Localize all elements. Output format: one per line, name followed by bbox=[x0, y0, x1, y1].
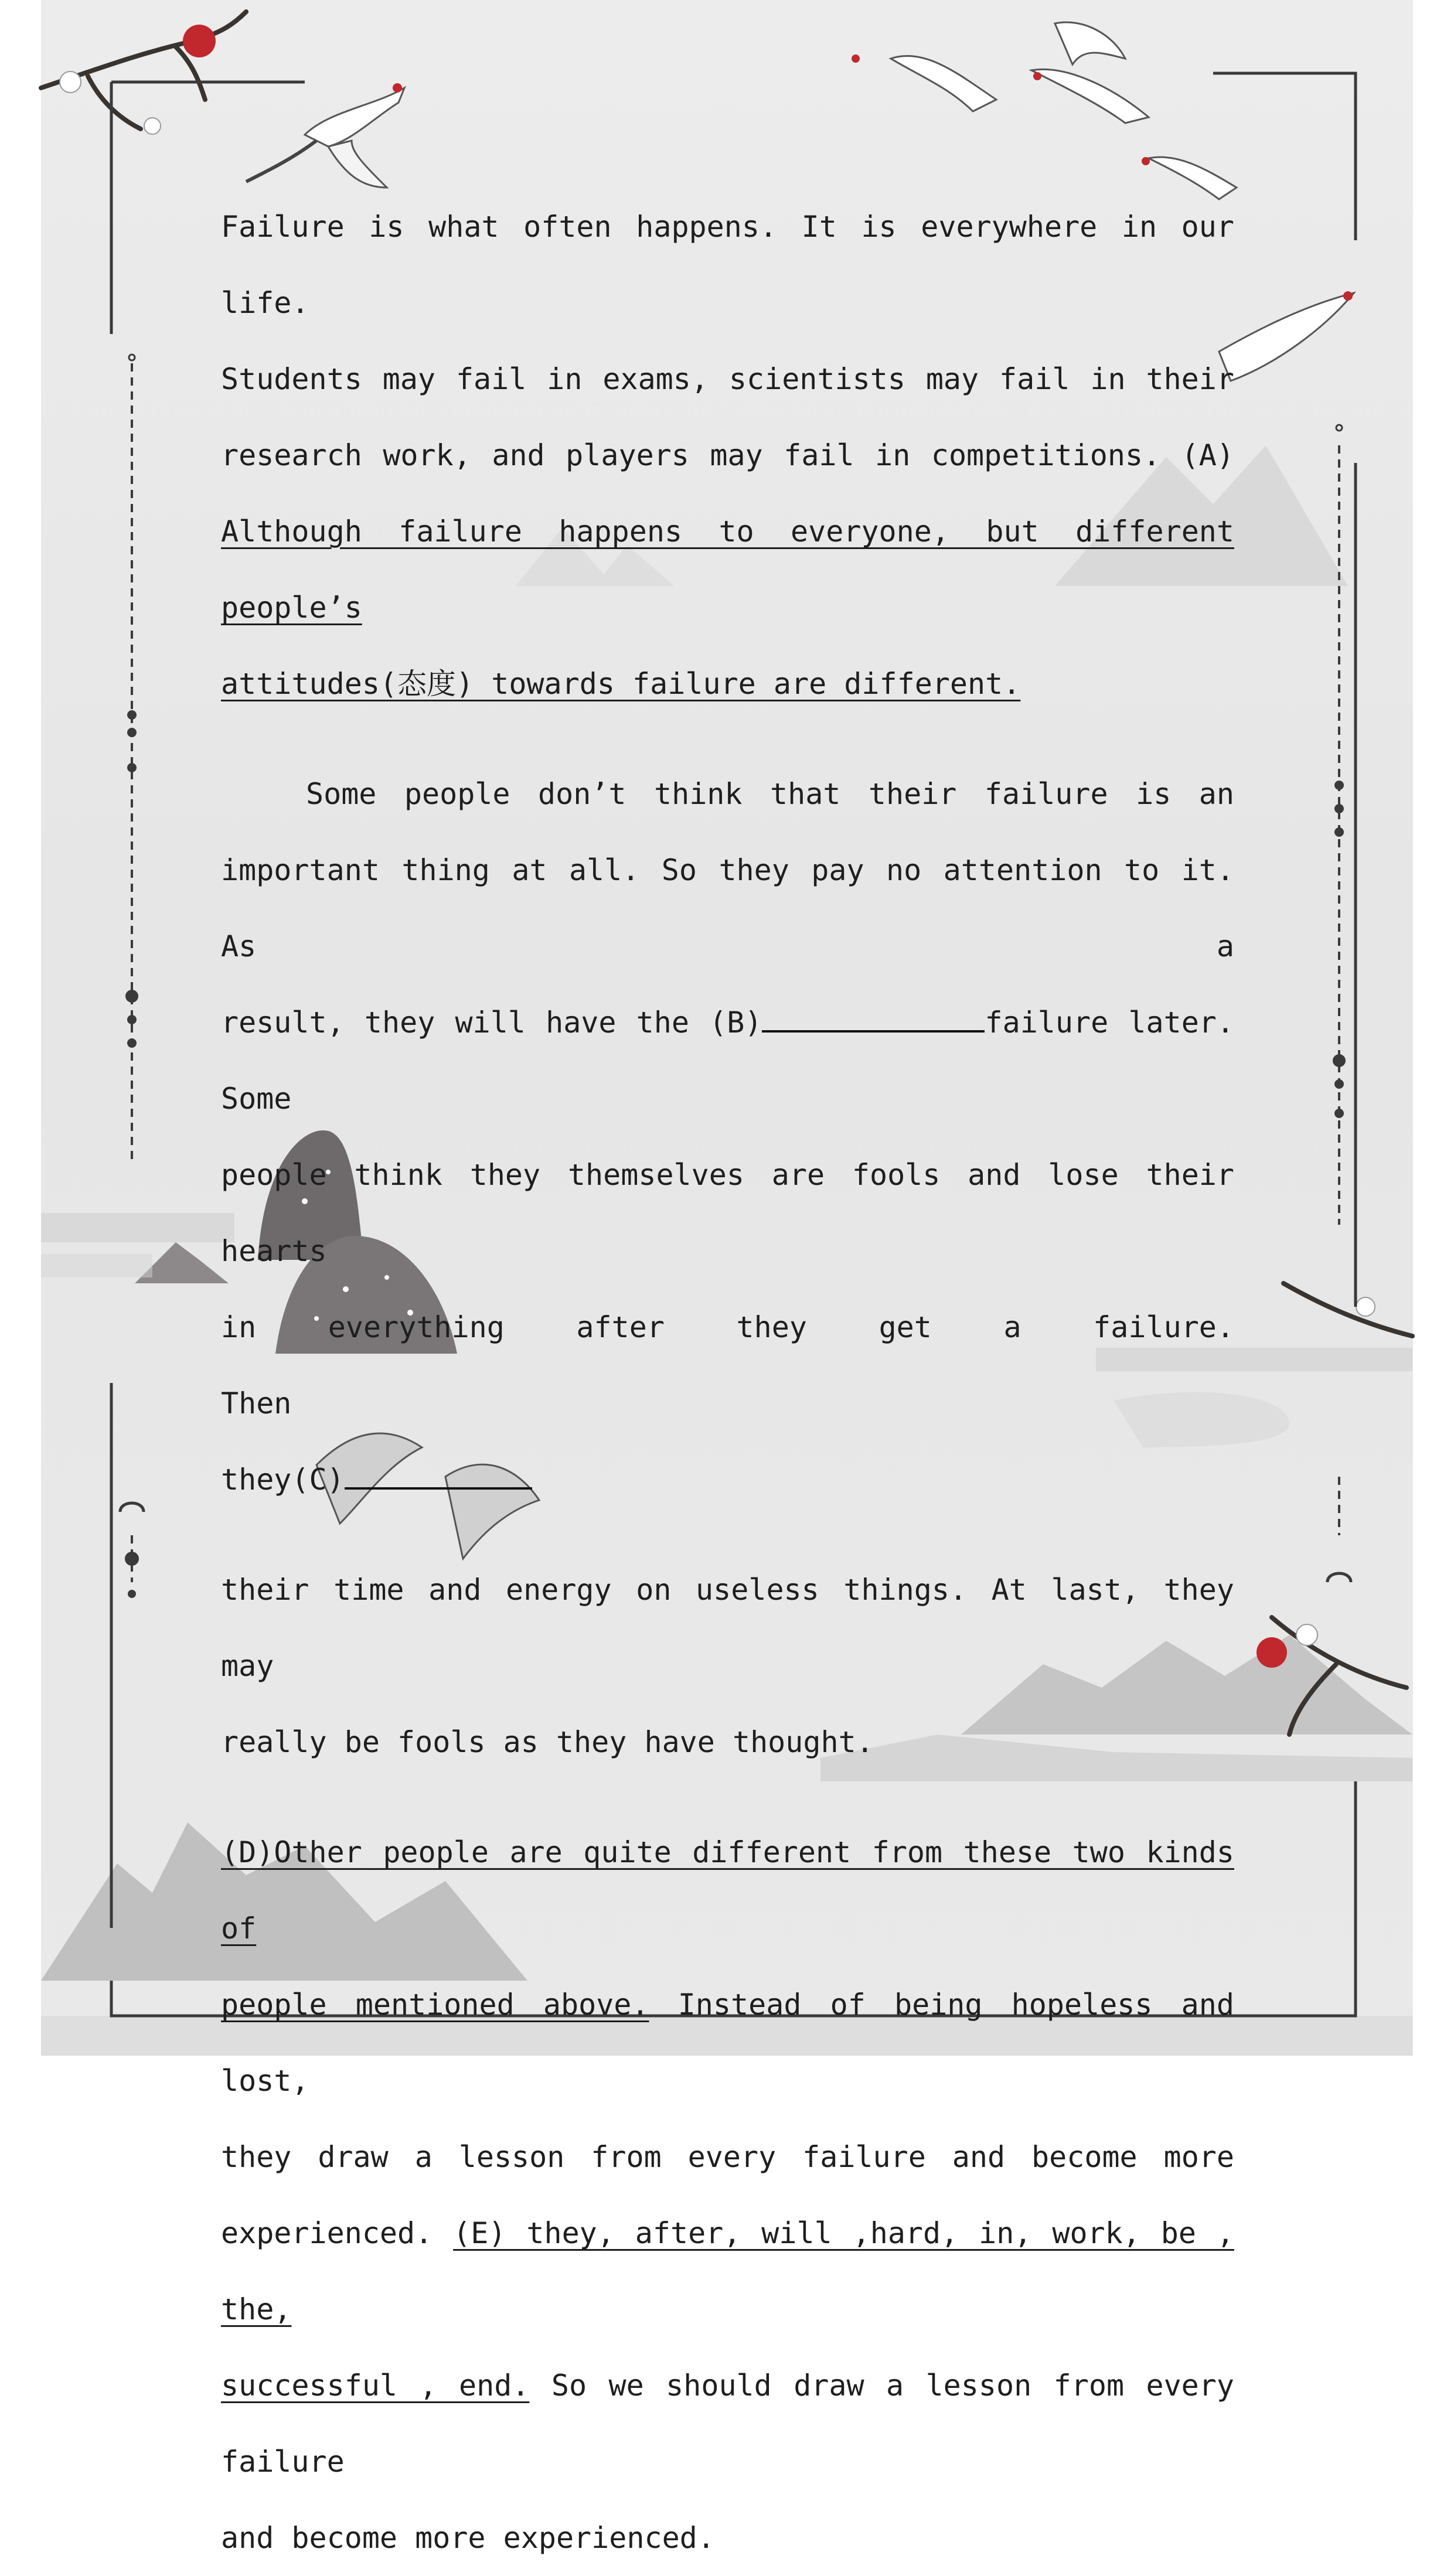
text-line bbox=[221, 2195, 1234, 2347]
text-segment: So we should draw a lesson from every failure bbox=[221, 2369, 1234, 2479]
text-line: in everything after they get a failure. Then bbox=[221, 1310, 1234, 1420]
text-line: Students may fail in exams, scientists may fail in their bbox=[221, 362, 1234, 396]
blank-b[interactable] bbox=[762, 1007, 985, 1033]
passage bbox=[221, 189, 1234, 2576]
text-segment: failure later. Some bbox=[221, 1006, 1235, 1116]
blank-c[interactable] bbox=[345, 1464, 532, 1490]
paragraph-1 bbox=[221, 189, 1234, 722]
text-segment: result, they will have the (B) bbox=[221, 1006, 762, 1040]
text-line: Failure is what often happens. It is everywhere in our life. bbox=[221, 210, 1234, 320]
underlined-sentence-a-end: attitudes(态度) towards failure are different. bbox=[221, 667, 1021, 701]
paragraph-3 bbox=[221, 1814, 1234, 2576]
paragraph-2-cont bbox=[221, 1552, 1234, 1780]
text-line: research work, and players may fail in competitions. (A) bbox=[221, 438, 1234, 472]
text-line: and become more experienced. bbox=[221, 2521, 715, 2555]
text-segment: they(C) bbox=[221, 1463, 345, 1497]
text-line bbox=[221, 2347, 1234, 2500]
underlined-sentence-d-end: people mentioned above. bbox=[221, 1988, 649, 2022]
underlined-sentence-d: (D)Other people are quite different from these two kinds of bbox=[221, 1835, 1234, 1945]
text-line bbox=[221, 984, 1234, 1137]
paragraph-2 bbox=[221, 756, 1234, 1518]
text-line: people think they themselves are fools and lose their hearts bbox=[221, 1158, 1234, 1268]
text-line: their time and energy on useless things. At last, they may bbox=[221, 1573, 1234, 1683]
underlined-sentence-a: Although failure happens to everyone, but different people’s bbox=[221, 514, 1234, 625]
text-segment: experienced. bbox=[221, 2216, 433, 2250]
text-line: they draw a lesson from every failure and become more bbox=[221, 2140, 1234, 2174]
text-line bbox=[221, 646, 1234, 722]
text-line: really be fools as they have thought. bbox=[221, 1725, 874, 1759]
text-line: important thing at all. So they pay no attention to it. As a bbox=[221, 853, 1234, 963]
text-line: Some people don’t think that their failure is an bbox=[306, 777, 1234, 811]
text-line bbox=[221, 1442, 1234, 1518]
text-segment: Instead of being hopeless and lost, bbox=[221, 1988, 1234, 2098]
text-line bbox=[221, 1967, 1234, 2119]
scrambled-words-e-end: successful , end. bbox=[221, 2369, 530, 2403]
scrambled-words-e: (E) they, after, will ,hard, in, work, be , the, bbox=[221, 2216, 1234, 2326]
